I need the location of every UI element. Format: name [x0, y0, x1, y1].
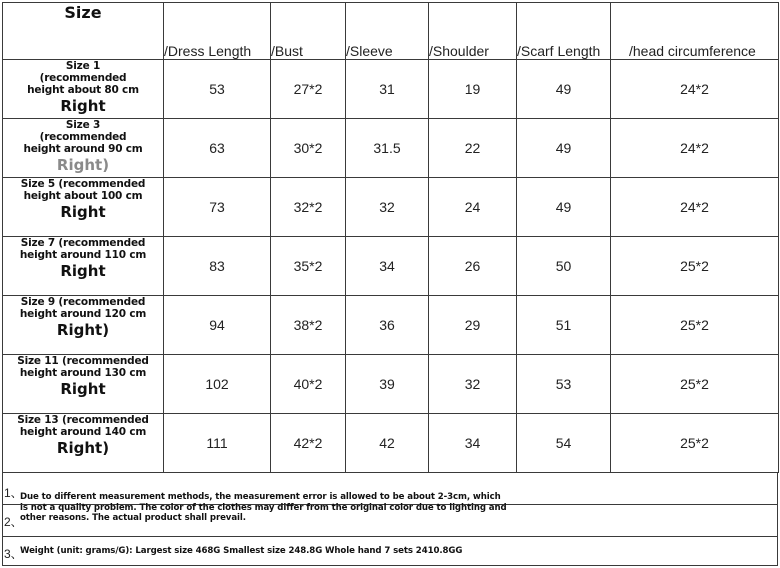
scarf-length-value: 49	[517, 178, 611, 237]
table-row	[3, 60, 779, 119]
col-head-circumference: /head circumference	[611, 3, 779, 60]
head-circumference-value: 25*2	[611, 414, 779, 473]
col-scarf-length: /Scarf Length	[517, 3, 611, 60]
size-tag: Right	[60, 203, 106, 221]
note-number: 1、	[4, 486, 23, 500]
size-chart	[2, 2, 778, 472]
head-circumference-value: 25*2	[611, 355, 779, 414]
measurement-note: Due to different measurement methods, the measurement error is allowed to be about 2-3cm, which is not a quality problem. The color of the clothes may differ from the original color due to lighting and other reasons. The actual product shall prevail.	[20, 492, 507, 523]
dress-length-value: 94	[164, 296, 271, 355]
shoulder-value: 24	[429, 178, 517, 237]
size-tag: Right	[60, 380, 106, 398]
scarf-length-value: 50	[517, 237, 611, 296]
col-sleeve: /Sleeve	[346, 3, 429, 60]
size-header: Size	[3, 3, 164, 60]
size-desc: Size 11 (recommended height around 130 cm	[17, 355, 149, 379]
size-tag: Right	[60, 262, 106, 280]
scarf-length-value: 49	[517, 60, 611, 119]
col-shoulder: /Shoulder	[429, 3, 517, 60]
weight-note: Weight (unit: grams/G): Largest size 468G Smallest size 248.8G Whole hand 7 sets 2410.8GG	[20, 546, 463, 556]
bust-value: 27*2	[271, 60, 346, 119]
head-circumference-value: 24*2	[611, 119, 779, 178]
bust-value: 38*2	[271, 296, 346, 355]
size-tag: Right	[60, 97, 106, 115]
bust-value: 35*2	[271, 237, 346, 296]
dress-length-value: 53	[164, 60, 271, 119]
size-desc: Size 7 (recommended height around 110 cm	[19, 237, 147, 261]
sleeve-value: 34	[346, 237, 429, 296]
note-number: 2、	[4, 515, 23, 529]
table-row	[3, 296, 779, 355]
size-desc: Size 9 (recommended height around 120 cm	[19, 296, 147, 320]
scarf-length-value: 54	[517, 414, 611, 473]
scarf-length-value: 51	[517, 296, 611, 355]
size-tag: Right)	[56, 156, 110, 174]
size-label	[3, 414, 164, 473]
table-row	[3, 355, 779, 414]
size-label	[3, 60, 164, 119]
shoulder-value: 34	[429, 414, 517, 473]
bust-value: 30*2	[271, 119, 346, 178]
shoulder-value: 29	[429, 296, 517, 355]
size-label	[3, 355, 164, 414]
table-row	[3, 119, 779, 178]
head-circumference-value: 25*2	[611, 296, 779, 355]
head-circumference-value: 25*2	[611, 237, 779, 296]
shoulder-value: 22	[429, 119, 517, 178]
size-table	[2, 2, 779, 473]
dress-length-value: 63	[164, 119, 271, 178]
bust-value: 42*2	[271, 414, 346, 473]
note-number: 3、	[4, 547, 23, 561]
size-desc: Size 1 (recommended height about 80 cm	[27, 60, 139, 96]
sleeve-value: 42	[346, 414, 429, 473]
dress-length-value: 83	[164, 237, 271, 296]
shoulder-value: 26	[429, 237, 517, 296]
size-desc: Size 3 (recommended height around 90 cm	[23, 119, 143, 155]
dress-length-value: 111	[164, 414, 271, 473]
sleeve-value: 36	[346, 296, 429, 355]
dress-length-value: 73	[164, 178, 271, 237]
sleeve-value: 32	[346, 178, 429, 237]
shoulder-value: 19	[429, 60, 517, 119]
sleeve-value: 31.5	[346, 119, 429, 178]
size-label	[3, 296, 164, 355]
scarf-length-value: 53	[517, 355, 611, 414]
bust-value: 32*2	[271, 178, 346, 237]
col-dress-length: /Dress Length	[164, 3, 271, 60]
size-tag: Right)	[56, 321, 110, 339]
size-desc: Size 13 (recommended height around 140 cm	[17, 414, 149, 438]
size-label	[3, 178, 164, 237]
bust-value: 40*2	[271, 355, 346, 414]
sleeve-value: 31	[346, 60, 429, 119]
table-row	[3, 178, 779, 237]
size-tag: Right)	[56, 439, 110, 457]
size-label	[3, 119, 164, 178]
head-circumference-value: 24*2	[611, 178, 779, 237]
header-row	[3, 3, 779, 60]
table-row	[3, 237, 779, 296]
col-bust: /Bust	[271, 3, 346, 60]
sleeve-value: 39	[346, 355, 429, 414]
size-label	[3, 237, 164, 296]
table-row	[3, 414, 779, 473]
size-desc: Size 5 (recommended height about 100 cm	[20, 178, 146, 202]
dress-length-value: 102	[164, 355, 271, 414]
head-circumference-value: 24*2	[611, 60, 779, 119]
scarf-length-value: 49	[517, 119, 611, 178]
shoulder-value: 32	[429, 355, 517, 414]
